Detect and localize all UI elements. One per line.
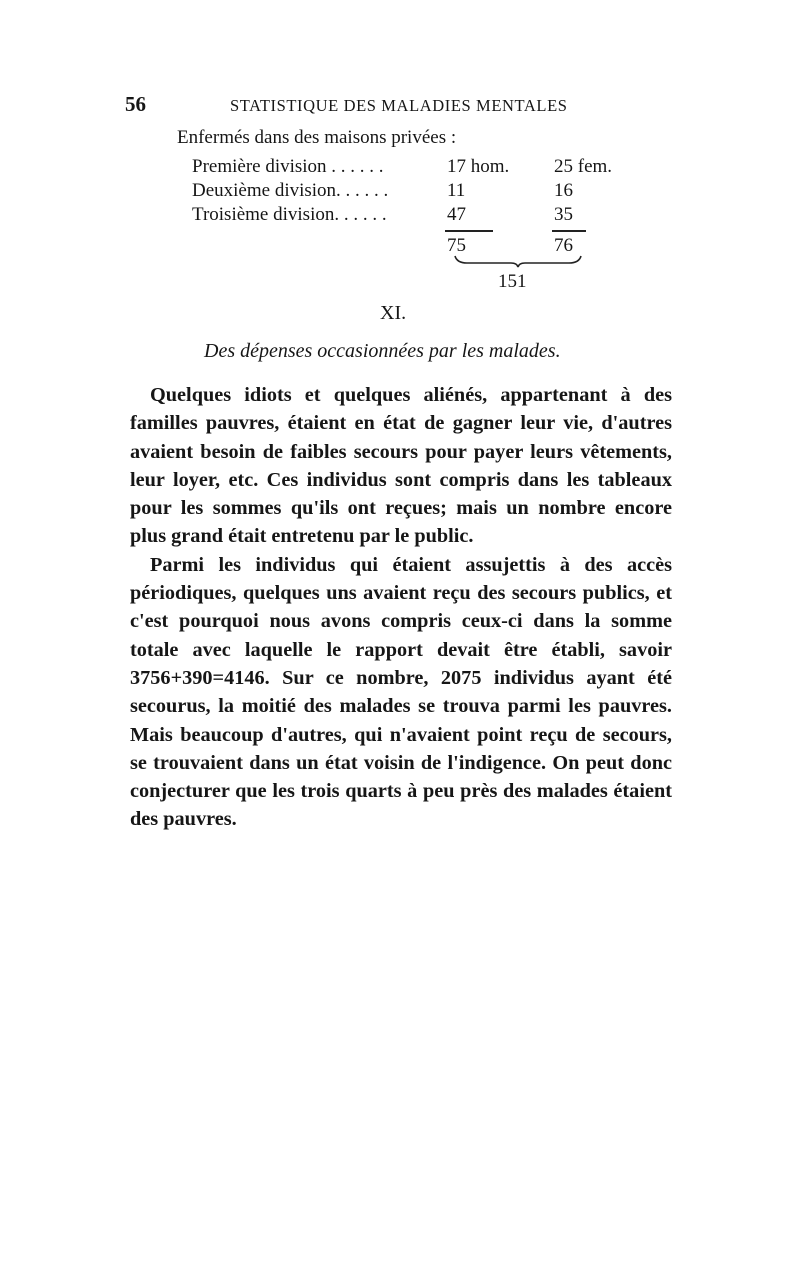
page-number: 56 xyxy=(125,92,146,116)
section-title: Des dépenses occasionnées par les malades. xyxy=(204,340,561,362)
women-count: 25 fem. xyxy=(554,156,613,177)
sum-rule-men xyxy=(445,230,493,232)
statistics-table xyxy=(177,0,657,300)
table-intro: Enfermés dans des maisons privées : xyxy=(177,127,457,148)
men-count: 47 xyxy=(447,204,466,225)
section-number: XI. xyxy=(380,302,407,324)
women-count: 35 xyxy=(554,204,573,225)
total-brace-icon xyxy=(453,254,583,268)
grand-total: 151 xyxy=(498,271,527,292)
row-label: Troisième division. . . . . . xyxy=(192,204,387,225)
men-count: 17 hom. xyxy=(447,156,510,177)
body-text xyxy=(130,381,672,834)
paragraph-2: Parmi les individus qui étaient assujettis à des accès périodiques, quelques uns avaient reçu des secours publics, et c'est pourquoi nous avons compris ceux-ci dans la somme totale avec laquelle le rapport devait être établi, savoir 3756+390=4146. Sur ce nombre, 2075 individus ayant été secourus, la moitié des malades se trouva parmi les pauvres. Mais beaucoup d'autres, qui n'avaient point reçu de secours, se trouvaient dans un état voisin de l'indigence. On peut donc conjecturer que les trois quarts à peu près des malades étaient des pauvres. xyxy=(130,553,672,831)
row-label: Deuxième division. . . . . . xyxy=(192,180,389,201)
row-label: Première division . . . . . . xyxy=(192,156,384,177)
sum-rule-women xyxy=(552,230,586,232)
paragraph-1: Quelques idiots et quelques aliénés, appartenant à des familles pauvres, étaient en état de gagner leur vie, d'autres avaient besoin de faibles secours pour payer leurs vêtements, leur loyer, etc. Ces individus sont compris dans les tableaux pour les sommes qu'ils ont reçues; mais un nombre encore plus grand était entretenu par le public. xyxy=(130,384,672,548)
subtotal-men: 75 xyxy=(447,235,466,256)
women-count: 16 xyxy=(554,180,573,201)
men-count: 11 xyxy=(447,180,466,201)
subtotal-women: 76 xyxy=(554,235,573,256)
running-title: STATISTIQUE DES MALADIES MENTALES xyxy=(230,96,568,115)
